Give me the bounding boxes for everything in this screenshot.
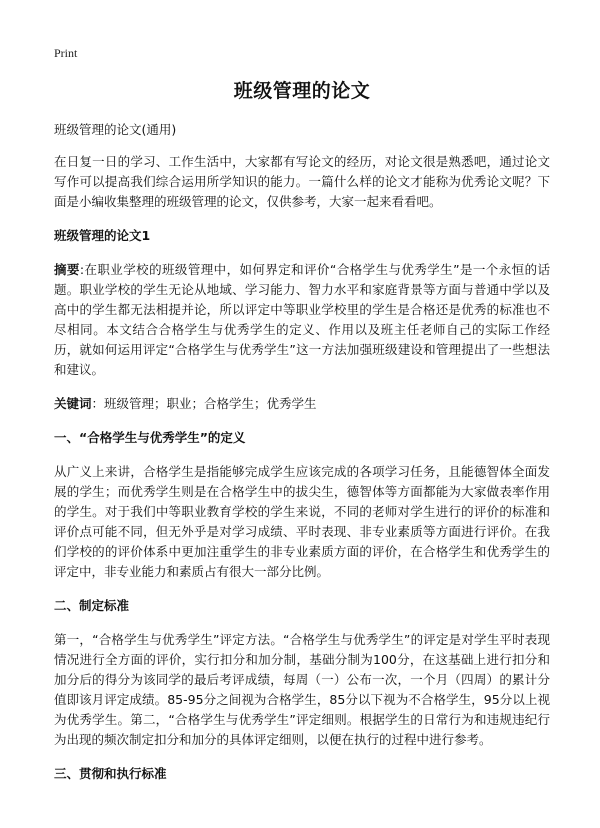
abstract-paragraph: [54, 260, 550, 380]
definition-paragraph: 从广义上来讲，合格学生是指能够完成学生应该完成的各项学习任务，且能德智体全面发展的学生；而优秀学生则是在合格学生中的拔尖生，德智体等方面都能为大家做表率作用的学生。对于我们中等职业教育学校的学生来说，不同的老师对学生进行的评价的标准和评价点可能不同，但无外乎是对学习成绩、平时表现、非专业素质等方面进行评价。在我们学校的的评价体系中更加注重学生的非专业素质方面的评价，在合格学生和优秀学生的评定中，非专业能力和素质占有很大一部分比例。: [54, 464, 550, 579]
abstract-text: :在职业学校的班级管理中，如何界定和评价“合格学生与优秀学生”是一个永恒的话题。职业学校的学生无论从地域、学习能力、智力水平和家庭背景等方面与普通中学以及高中的学生都无法相提并论，所以评定中等职业学校里的学生是合格还是优秀的标准也不尽相同。本文结合合格学生与优秀学生的定义、作用以及班主任老师自己的实际工作经历，就如何运用评定“合格学生与优秀学生”这一方法加强班级建设和管理提出了一些想法和建议。: [54, 262, 550, 377]
keywords-label: 关键词: [54, 396, 92, 411]
intro-paragraph: 在日复一日的学习、工作生活中，大家都有写论文的经历，对论文很是熟悉吧，通过论文写作可以提高我们综合运用所学知识的能力。一篇什么样的论文才能称为优秀论文呢？下面是小编收集整理的班级管理的论文，仅供参考，大家一起来看看吧。: [54, 154, 550, 209]
document-subtitle: 班级管理的论文(通用): [54, 122, 177, 137]
print-link[interactable]: Print: [54, 46, 78, 60]
section-heading-paper-1: 班级管理的论文1: [54, 228, 151, 243]
page-title: 班级管理的论文: [233, 80, 371, 102]
document-body: [54, 78, 550, 798]
abstract-label: 摘要: [54, 262, 80, 277]
section-heading-implement: 三、贯彻和执行标准: [54, 766, 167, 781]
keywords-paragraph: [54, 394, 550, 414]
section-heading-standards: 二、制定标准: [54, 598, 130, 613]
standards-paragraph: 第一，“合格学生与优秀学生”评定方法。“合格学生与优秀学生”的评定是对学生平时表现情况进行全方面的评价，实行扣分和加分制，基础分制为100分，在这基础上进行扣分和加分后的得分为该同学的最后考评成绩，每周（一）公布一次，一个月（四周）的累计分值即该月评定成绩。85-95分之间视为合格学生，85分以下视为不合格学生，95分以上视为优秀学生。第二，“合格学生与优秀学生”评定细则。根据学生的日常行为和违规违纪行为出现的频次制定扣分和加分的具体评定细则，以便在执行的过程中进行参考。: [54, 632, 550, 747]
keywords-text: ：班级管理；职业；合格学生；优秀学生: [91, 396, 317, 411]
section-heading-definition: 一、“合格学生与优秀学生”的定义: [54, 430, 246, 445]
